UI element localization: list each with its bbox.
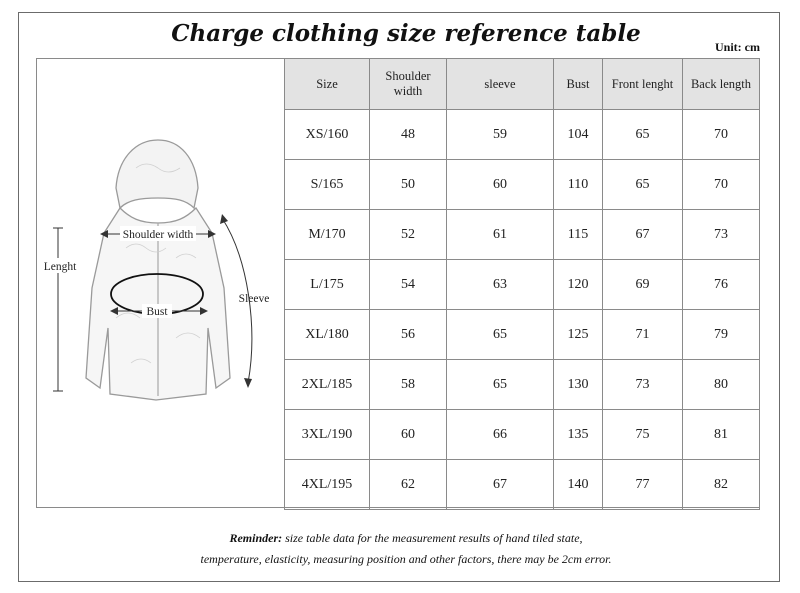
cell-front-length: 67 [603,210,683,260]
cell-bust: 120 [554,260,603,310]
jacket-illustration [36,58,285,508]
cell-shoulder-width: 58 [370,360,447,410]
sleeve-label: Sleeve [238,293,270,305]
cell-bust: 130 [554,360,603,410]
cell-size: 2XL/185 [285,360,370,410]
reminder-line-2 [0,552,800,567]
cell-size: S/165 [285,160,370,210]
reminder-text-1: size table data for the measurement results of hand tiled state, [285,531,583,545]
table-row [285,360,760,410]
cell-sleeve: 59 [447,110,554,160]
cell-sleeve: 60 [447,160,554,210]
reminder-label: Reminder: [229,531,283,545]
cell-sleeve: 65 [447,360,554,410]
cell-size: 4XL/195 [285,460,370,510]
table-row [285,260,760,310]
cell-bust: 140 [554,460,603,510]
table-row [285,110,760,160]
header-front-length: Front lenght [603,59,683,110]
page-title: Charge clothing size reference table [171,20,641,47]
cell-size: XS/160 [285,110,370,160]
cell-sleeve: 67 [447,460,554,510]
cell-front-length: 75 [603,410,683,460]
cell-back-length: 70 [683,160,760,210]
sleeve-arrow-top-head [220,214,228,224]
header-back-length: Back length [683,59,760,110]
header-size: Size [285,59,370,110]
cell-bust: 135 [554,410,603,460]
cell-size: M/170 [285,210,370,260]
cell-bust: 125 [554,310,603,360]
cell-front-length: 69 [603,260,683,310]
sleeve-arrow-bottom-head [244,378,252,388]
cell-back-length: 70 [683,110,760,160]
cell-bust: 115 [554,210,603,260]
shoulder-width-label: Shoulder width [122,229,194,241]
cell-front-length: 71 [603,310,683,360]
cell-back-length: 73 [683,210,760,260]
header-bust: Bust [554,59,603,110]
reminder-text-2: temperature, elasticity, measuring position and other factors, there may be 2cm error. [200,552,612,566]
size-table [284,58,760,510]
header-shoulder-width: Shoulder width [370,59,447,110]
cell-back-length: 81 [683,410,760,460]
table-row [285,460,760,510]
cell-shoulder-width: 48 [370,110,447,160]
reminder-line-1 [0,531,800,546]
cell-shoulder-width: 54 [370,260,447,310]
unit-label: Unit: cm [715,40,760,54]
cell-front-length: 65 [603,110,683,160]
cell-shoulder-width: 56 [370,310,447,360]
length-label: Lenght [43,261,77,273]
cell-sleeve: 65 [447,310,554,360]
hood-shape [116,140,198,208]
cell-shoulder-width: 52 [370,210,447,260]
table-row [285,210,760,260]
bust-label: Bust [146,306,168,318]
cell-size: XL/180 [285,310,370,360]
cell-shoulder-width: 50 [370,160,447,210]
cell-shoulder-width: 62 [370,460,447,510]
cell-size: L/175 [285,260,370,310]
cell-size: 3XL/190 [285,410,370,460]
cell-back-length: 79 [683,310,760,360]
cell-front-length: 77 [603,460,683,510]
cell-back-length: 80 [683,360,760,410]
cell-front-length: 65 [603,160,683,210]
header-sleeve: sleeve [447,59,554,110]
table-header-row [285,59,760,110]
cell-sleeve: 63 [447,260,554,310]
cell-bust: 104 [554,110,603,160]
cell-sleeve: 66 [447,410,554,460]
cell-back-length: 82 [683,460,760,510]
cell-back-length: 76 [683,260,760,310]
table-row [285,410,760,460]
table-row [285,160,760,210]
cell-sleeve: 61 [447,210,554,260]
table-row [285,310,760,360]
cell-bust: 110 [554,160,603,210]
cell-shoulder-width: 60 [370,410,447,460]
cell-front-length: 73 [603,360,683,410]
jacket-illustration-panel [36,58,285,508]
